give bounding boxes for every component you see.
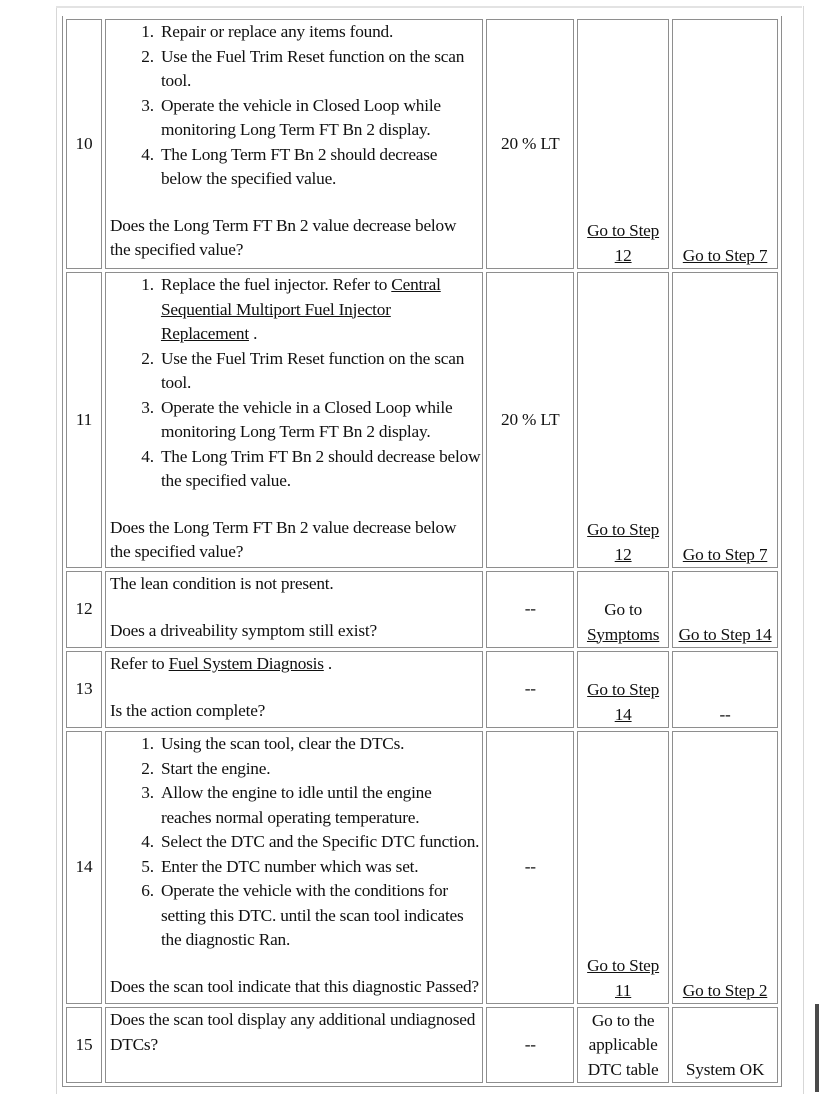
step-question: Does the scan tool display any additional undiagnosed DTCs? [109, 1010, 476, 1054]
step-text [110, 652, 480, 677]
no-link[interactable]: Go to Step 7 [682, 544, 768, 564]
action-item: 4. Select the DTC and the Specific DTC function. [158, 830, 480, 855]
yes-link[interactable]: Go to Step 14 [587, 680, 660, 724]
no-cell [672, 272, 778, 568]
action-list [110, 273, 480, 494]
value-cell: 20 % LT [486, 272, 574, 568]
action-cell [105, 731, 483, 1004]
action-item: 1. Using the scan tool, clear the DTCs. [158, 732, 480, 757]
table-row-step-11 [66, 272, 778, 568]
step-number: 12 [66, 571, 102, 648]
step-number: 13 [66, 651, 102, 728]
table-row-step-14 [66, 731, 778, 1004]
step-question: Does the Long Term FT Bn 2 value decrease below the specified value? [109, 215, 457, 259]
step-text-prefix: Refer to [109, 654, 169, 673]
yes-cell [577, 19, 669, 269]
scrollbar-edge [815, 1004, 819, 1092]
step-question: Does a driveability symptom still exist? [109, 620, 377, 640]
step-text: The lean condition is not present. [109, 574, 334, 593]
action-text: Replace the fuel injector. Refer to [160, 275, 392, 294]
value-cell: 20 % LT [486, 19, 574, 269]
yes-cell [577, 731, 669, 1004]
action-list [110, 20, 480, 192]
action-cell [105, 19, 483, 269]
step-text-suffix: . [323, 654, 333, 673]
yes-link[interactable]: Go to Step 12 [587, 520, 660, 564]
fuel-system-diagnosis-link[interactable]: Fuel System Diagnosis [168, 654, 324, 673]
action-item: 5. Enter the DTC number which was set. [158, 855, 480, 880]
action-cell [105, 272, 483, 568]
value-cell: -- [486, 651, 574, 728]
no-cell: -- [672, 651, 778, 728]
table-row-step-12 [66, 571, 778, 648]
action-item: 4. The Long Trim FT Bn 2 should decrease below the specified value. [158, 445, 480, 494]
value-cell: -- [486, 731, 574, 1004]
injector-replacement-link[interactable]: Central Sequential Multiport Fuel Injector Replacement [160, 275, 441, 343]
no-link[interactable]: Go to Step 14 [678, 624, 772, 644]
yes-link[interactable]: Go to Step 12 [587, 221, 660, 265]
yes-link[interactable]: Symptoms [586, 624, 660, 644]
action-item: 2. Start the engine. [158, 757, 480, 782]
value-cell: -- [486, 1007, 574, 1083]
no-link[interactable]: Go to Step 2 [682, 980, 768, 1000]
no-link[interactable]: Go to Step 7 [682, 245, 768, 265]
step-question: Does the Long Term FT Bn 2 value decrease below the specified value? [109, 517, 457, 561]
yes-cell [577, 651, 669, 728]
action-list [110, 732, 480, 953]
action-item: 1. Repair or replace any items found. [158, 20, 480, 45]
action-item [158, 273, 480, 347]
action-text-suffix: . [248, 324, 258, 343]
table-row-step-10 [66, 19, 778, 269]
step-number: 14 [66, 731, 102, 1004]
action-cell [105, 651, 483, 728]
action-item: 4. The Long Term FT Bn 2 should decrease below the specified value. [158, 143, 480, 192]
yes-cell: Go to the applicable DTC table [577, 1007, 669, 1083]
no-cell [672, 571, 778, 648]
step-question: Does the scan tool indicate that this diagnostic Passed? [109, 976, 479, 996]
yes-cell [577, 571, 669, 648]
yes-cell [577, 272, 669, 568]
no-cell: System OK [672, 1007, 778, 1083]
no-cell [672, 731, 778, 1004]
no-cell [672, 19, 778, 269]
action-item: 6. Operate the vehicle with the conditions for setting this DTC. until the scan tool indicates the diagnostic Ran. [158, 879, 480, 953]
diagnostic-table [62, 16, 782, 1087]
action-cell [105, 1007, 483, 1083]
action-item: 3. Operate the vehicle in Closed Loop while monitoring Long Term FT Bn 2 display. [158, 94, 480, 143]
action-item: 2. Use the Fuel Trim Reset function on the scan tool. [158, 45, 480, 94]
yes-prefix: Go to [604, 600, 643, 619]
action-item: 3. Allow the engine to idle until the engine reaches normal operating temperature. [158, 781, 480, 830]
step-number: 15 [66, 1007, 102, 1083]
table-row-step-15 [66, 1007, 778, 1083]
step-number: 10 [66, 19, 102, 269]
action-cell [105, 571, 483, 648]
top-divider [56, 6, 802, 8]
step-number: 11 [66, 272, 102, 568]
value-cell: -- [486, 571, 574, 648]
action-item: 2. Use the Fuel Trim Reset function on the scan tool. [158, 347, 480, 396]
action-item: 3. Operate the vehicle in a Closed Loop while monitoring Long Term FT Bn 2 display. [158, 396, 480, 445]
yes-link[interactable]: Go to Step 11 [587, 956, 660, 1000]
step-question: Is the action complete? [109, 700, 266, 720]
table-row-step-13 [66, 651, 778, 728]
